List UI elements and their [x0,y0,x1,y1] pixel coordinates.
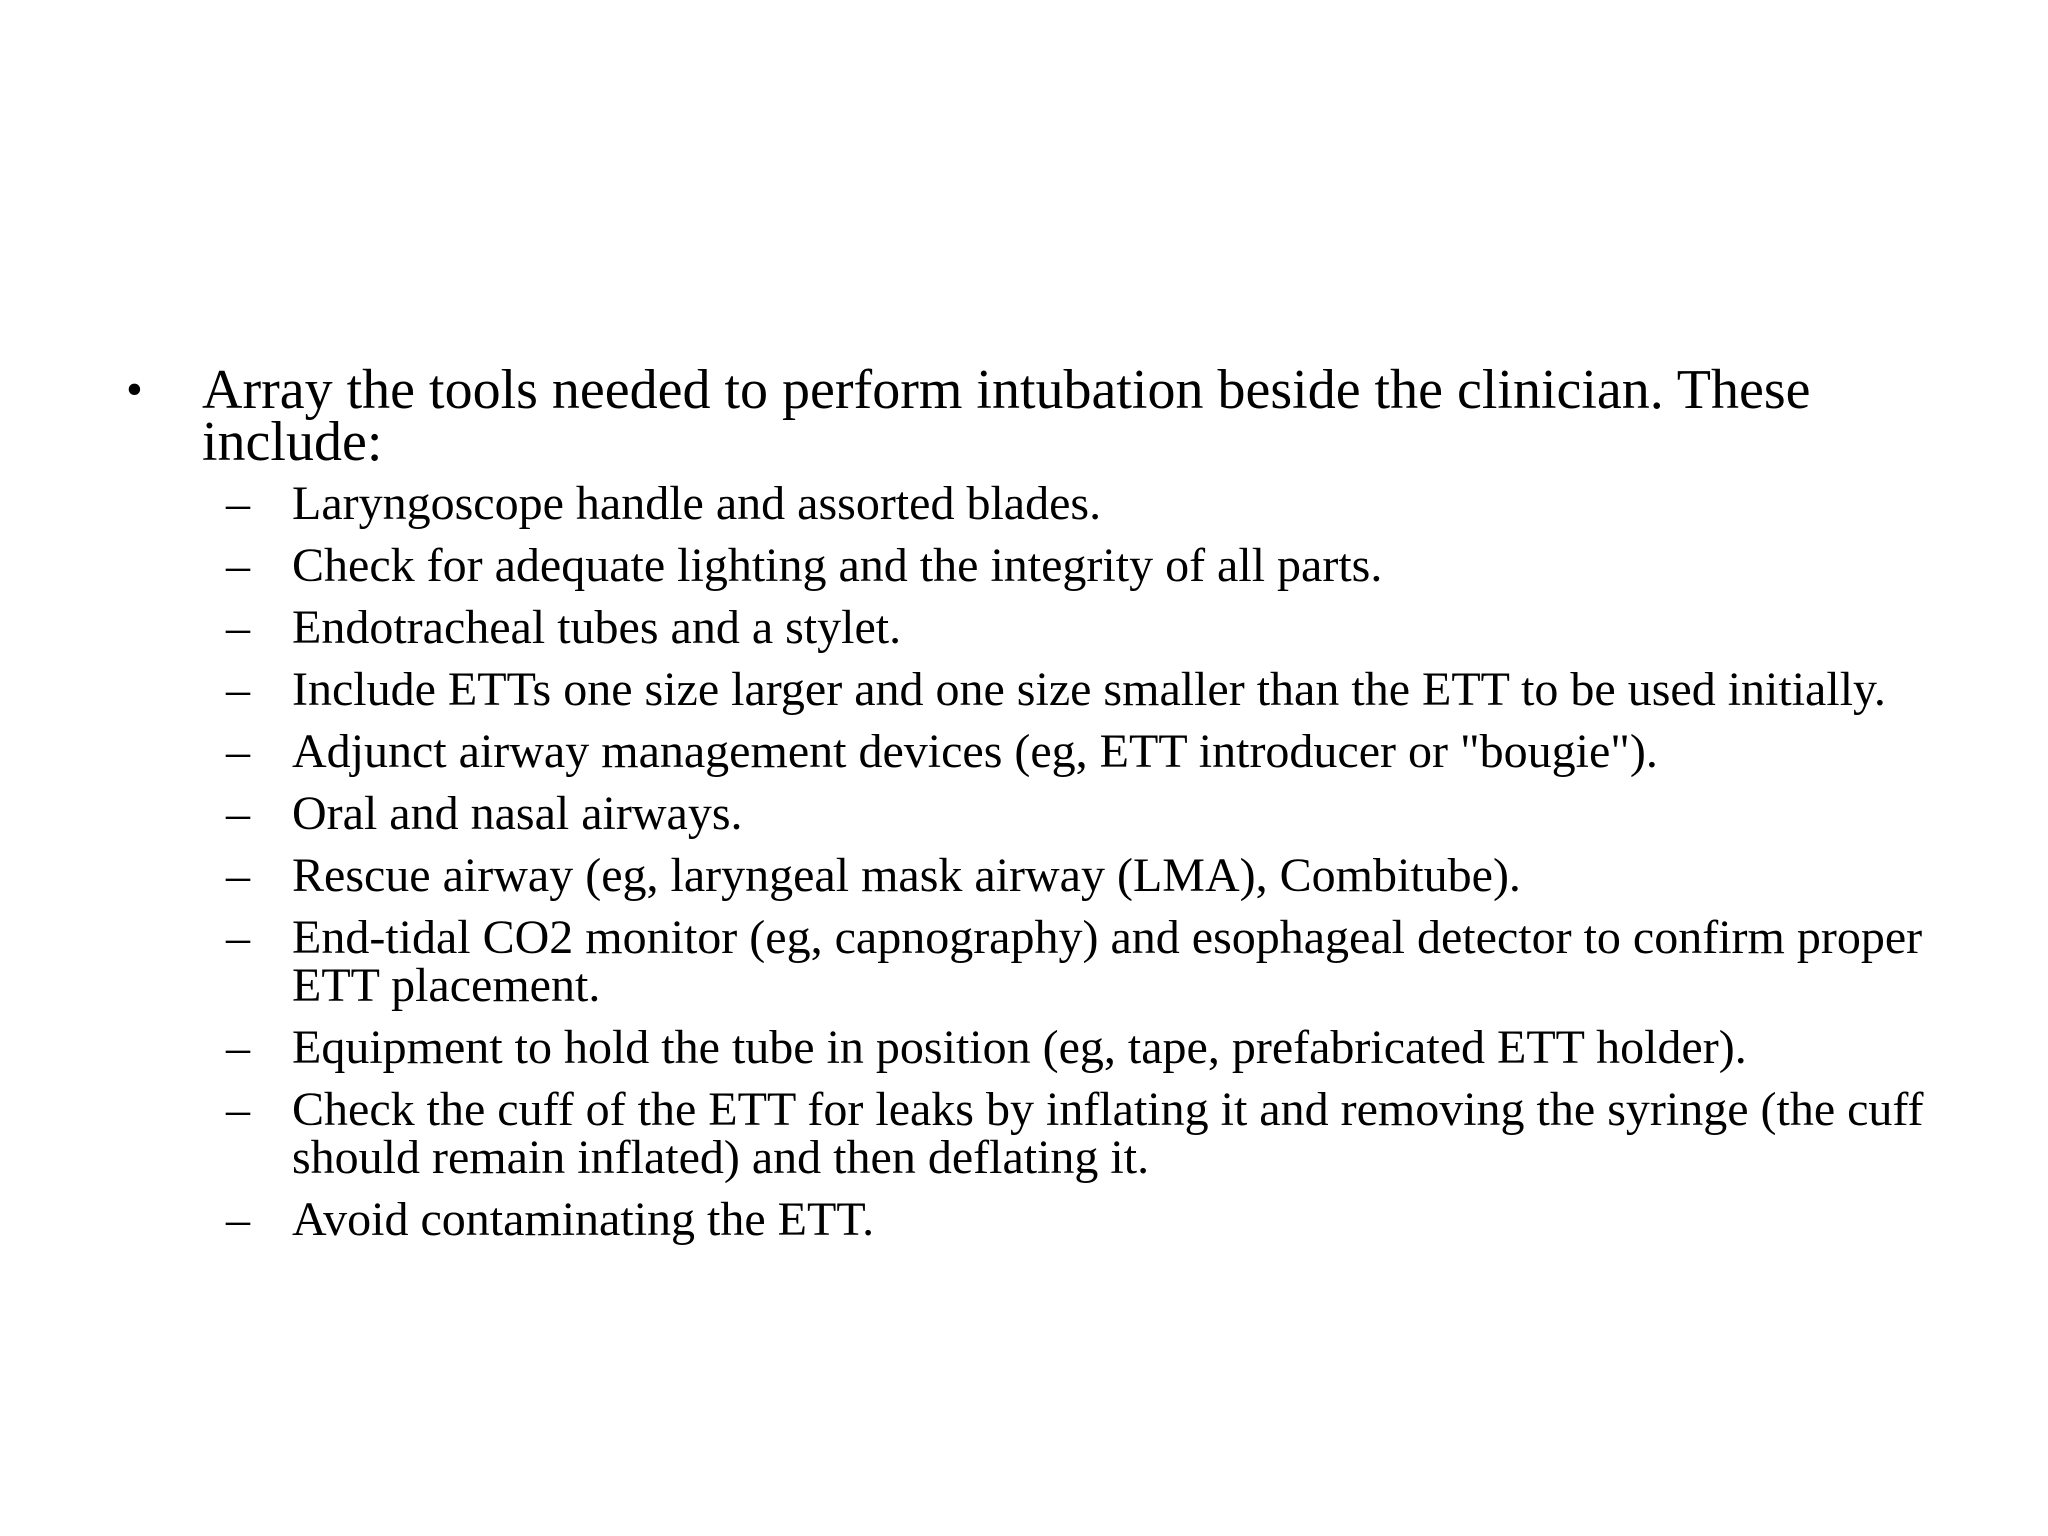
dash-marker: – [226,849,250,902]
sub-bullet-text: End-tidal CO2 monitor (eg, capnography) and esophageal detector to confirm proper ETT placement. [292,911,1923,1012]
sub-bullet-text: Laryngoscope handle and assorted blades. [292,477,1102,530]
sub-bullet-item [120,1193,2012,1246]
sub-bullet-item [120,663,2012,716]
slide-content [120,359,1960,1258]
dash-marker: – [226,911,250,964]
sub-bullet-text: Endotracheal tubes and a stylet. [292,601,902,654]
dash-marker: – [226,539,250,592]
sub-bullet-text: Adjunct airway management devices (eg, ETT introducer or "bougie"). [292,725,1658,778]
sub-bullet-text: Include ETTs one size larger and one size smaller than the ETT to be used initially. [292,663,1886,716]
sub-bullet-item [120,725,2012,778]
dash-marker: – [226,601,250,654]
sub-bullet-text: Rescue airway (eg, laryngeal mask airway (LMA), Combitube). [292,849,1521,902]
dash-marker: – [226,787,250,840]
sub-bullet-item [120,539,2012,592]
sub-bullet-item [120,787,2012,840]
dash-marker: – [226,663,250,716]
sub-bullet-item [120,849,2012,902]
sub-bullet-text: Avoid contaminating the ETT. [292,1193,875,1246]
sub-bullet-item [120,1021,2012,1074]
main-bullet-text: Array the tools needed to perform intubation beside the clinician. These include: [202,359,1811,473]
sub-bullet-item [120,911,2012,1012]
dash-marker: – [226,1021,250,1074]
sub-bullet-text: Oral and nasal airways. [292,787,743,840]
sub-bullet-text: Check the cuff of the ETT for leaks by inflating it and removing the syringe (the cuff should remain inflated) and then deflating it. [292,1083,1924,1184]
dash-marker: – [226,477,250,530]
main-bullet [120,359,1960,473]
bullet-marker: • [126,363,143,416]
sub-bullet-text: Check for adequate lighting and the integrity of all parts. [292,539,1383,592]
dash-marker: – [226,1083,250,1136]
dash-marker: – [226,725,250,778]
sub-bullet-text: Equipment to hold the tube in position (eg, tape, prefabricated ETT holder). [292,1021,1747,1074]
sub-bullet-item [120,477,2012,530]
sub-bullet-item [120,1083,2012,1184]
sub-bullet-item [120,601,2012,654]
sub-bullet-list [120,477,1960,1246]
dash-marker: – [226,1193,250,1246]
